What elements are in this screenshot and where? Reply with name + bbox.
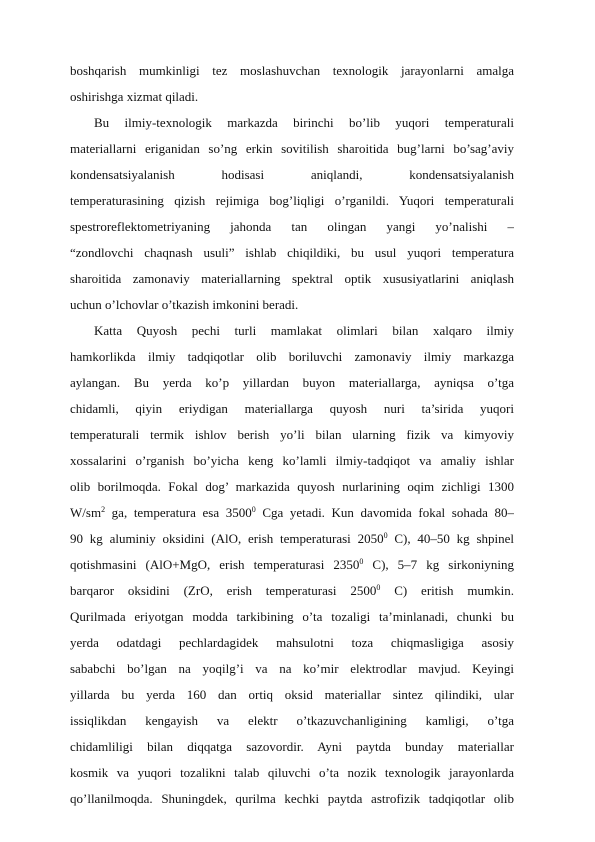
- text-line: Katta Quyosh pechi turli mamlakat olimlari bilan xalqaro ilmiy: [94, 323, 514, 338]
- text-line: spestroreflektometriyaning jahonda tan olingan yangi yo’nalishi –: [70, 219, 514, 234]
- text-line: aylangan. Bu yerda ko’p yillardan buyon materiallarga, ayniqsa o’tga: [70, 375, 514, 390]
- text-fragment: Cga yetadi. Kun davomida fokal sohada 80–: [255, 505, 514, 520]
- text-line: issiqlikdan kengayish va elektr o’tkazuvchanligining kamligi, o’tga: [70, 713, 514, 728]
- superscript: 0: [359, 557, 364, 566]
- superscript: 0: [376, 583, 381, 592]
- text-line: yillarda bu yerda 160 dan ortiq oksid materiallar sintez qilindiki, ular: [70, 687, 514, 702]
- text-line: chidamliligi bilan diqqatga sazovordir. Ayni paytda bunday materiallar: [70, 739, 514, 754]
- text-line: boshqarish mumkinligi tez moslashuvchan texnologik jarayonlarni amalga: [70, 63, 514, 78]
- text-line: sharoitida zamonaviy materiallarning spektral optik xususiyatlarini aniqlash: [70, 271, 514, 286]
- text-line: temperaturasining qizish rejimiga bog’liqligi o’rganildi. Yuqori temperaturali: [70, 193, 514, 208]
- text-line: chidamli, qiyin eriydigan materiallarga quyosh nuri ta’sirida yuqori: [70, 401, 514, 416]
- text-line: kondensatsiyalanish hodisasi aniqlandi, kondensatsiyalanish: [70, 167, 514, 182]
- paragraph: [70, 318, 514, 812]
- text-fragment: ga, temperatura esa 3500: [105, 505, 252, 520]
- text-line: “zondlovchi chaqnash usuli” ishlab chiqildiki, bu usul yuqori temperatura: [70, 245, 514, 260]
- text-fragment: qotishmasini (AlO+MgO, erish temperaturasi 2350: [70, 557, 360, 572]
- text-line: hamkorlikda ilmiy tadqiqotlar olib boriluvchi zamonaviy ilmiy markazga: [70, 349, 514, 364]
- document-page: [70, 58, 514, 812]
- paragraph: [70, 58, 514, 110]
- text-line: materiallarni eriganidan so’ng erkin sovitilish sharoitida bug’larni bo’sag’aviy: [70, 141, 514, 156]
- text-line: xossalarini o’rganish bo’yicha keng ko’lamli ilmiy-tadqiqot va amaliy ishlar: [70, 453, 514, 468]
- text-line: oshirishga xizmat qiladi.: [70, 89, 199, 104]
- superscript: 2: [101, 505, 106, 514]
- text-fragment: C), 40–50 kg shpinel: [387, 531, 514, 546]
- text-line: yerda odatdagi pechlardagidek mahsulotni toza chiqmasligiga asosiy: [70, 635, 514, 650]
- text-line: uchun o’lchovlar o’tkazish imkonini beradi.: [70, 297, 299, 312]
- text-fragment: barqaror oksidini (ZrO, erish temperaturasi 2500: [70, 583, 377, 598]
- text-line: [70, 526, 514, 552]
- superscript: 0: [251, 505, 256, 514]
- text-line: kosmik va yuqori tozalikni talab qiluvchi o’ta nozik texnologik jarayonlarda: [70, 765, 514, 780]
- text-fragment: 90 kg aluminiy oksidini (AlO, erish temperaturasi 2050: [70, 531, 384, 546]
- text-line: temperaturali termik ishlov berish yo’li bilan ularning fizik va kimyoviy: [70, 427, 514, 442]
- text-line: qo’llanilmoqda. Shuningdek, qurilma kechki paytda astrofizik tadqiqotlar olib: [70, 791, 514, 806]
- text-line: sababchi bo’lgan na yoqilg’i va na ko’mir elektrodlar mavjud. Keyingi: [70, 661, 514, 676]
- text-fragment: C), 5–7 kg sirkoniyning: [363, 557, 514, 572]
- text-line: Qurilmada eriyotgan modda tarkibining o’ta tozaligi ta’minlanadi, chunki bu: [70, 609, 514, 624]
- text-fragment: C) eritish mumkin.: [380, 583, 514, 598]
- superscript: 0: [383, 531, 388, 540]
- text-fragment: W/sm: [70, 505, 102, 520]
- text-line: Bu ilmiy-texnologik markazda birinchi bo’lib yuqori temperaturali: [94, 115, 514, 130]
- text-line: [70, 500, 514, 526]
- text-line: [70, 552, 514, 578]
- paragraph: [70, 110, 514, 318]
- text-line: [70, 578, 514, 604]
- text-line: olib borilmoqda. Fokal dog’ markazida quyosh nurlarining oqim zichligi 1300: [70, 479, 514, 494]
